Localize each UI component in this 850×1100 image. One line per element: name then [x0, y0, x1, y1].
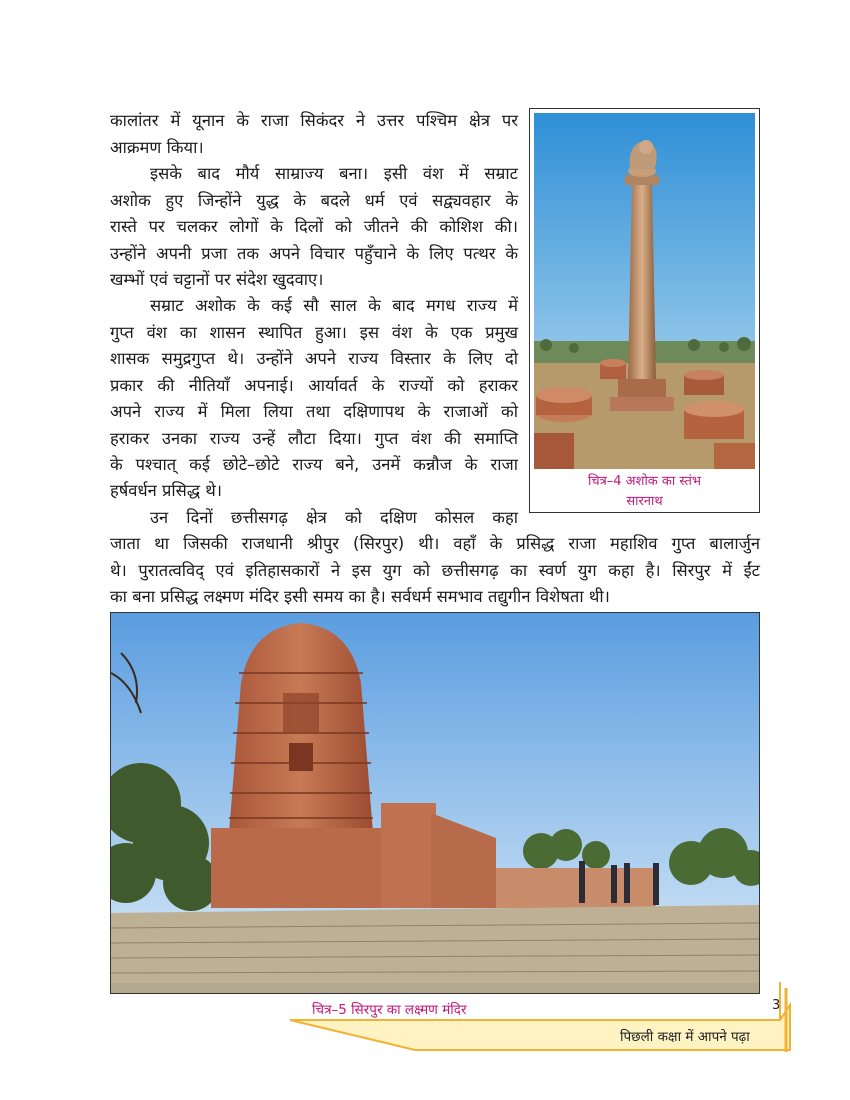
figure4-caption: चित्र–4 अशोक का स्तंभ	[587, 474, 702, 489]
text-line: सम्राट अशोक के कई सौ साल के बाद मगध राज्य में	[150, 296, 518, 315]
text-line: जाता था जिसकी राजधानी श्रीपुर (सिरपुर) थी। वहाँ के प्रसिद्ध राजा महाशिव गुप्त बालार्जुन	[110, 534, 760, 553]
text-line: का बना प्रसिद्ध लक्ष्मण मंदिर इसी समय का है। सर्वधर्म समभाव तद्युगीन विशेषता थी।	[110, 587, 610, 606]
page-number: 3	[772, 998, 781, 1013]
text-line: प्रकार की नीतियाँ अपनाई। आर्यावर्त के राज्यों को हराकर	[110, 376, 518, 395]
text-line: आक्रमण किया।	[110, 138, 204, 157]
text-line: उन दिनों छत्तीसगढ़ क्षेत्र को दक्षिण कोसल कहा	[150, 508, 518, 527]
text-line: कालांतर में यूनान के राजा सिकंदर ने उत्तर पश्चिम क्षेत्र पर	[110, 111, 518, 130]
text-line: खम्भों एवं चट्टानों पर संदेश खुदवाए।	[110, 270, 324, 289]
text-line: थे। पुरातत्वविद् एवं इतिहासकारों ने इस युग को छत्तीसगढ़ का स्वर्ण युग कहा है। सिरपुर में ईंट	[110, 561, 760, 580]
text-line: अपने राज्य में मिला लिया तथा दक्षिणापथ के राजाओं को	[110, 402, 518, 421]
text-line: उन्होंने अपनी प्रजा तक अपने विचार पहुँचाने के लिए पत्थर के	[110, 244, 518, 263]
text-line: रास्ते पर चलकर लोगों के दिलों को जीतने की कोशिश की।	[110, 217, 518, 236]
text-line: के पश्चात् कई छोटे–छोटे राज्य बने, उनमें कन्नौज के राजा	[110, 455, 518, 474]
text-line: हराकर उनका राज्य उन्हें लौटा दिया। गुप्त वंश की समाप्ति	[110, 429, 518, 448]
text-line: शासक समुद्रगुप्त थे। उन्होंने अपने राज्य विस्तार के लिए दो	[110, 349, 518, 368]
footer-section-title: पिछली कक्षा में आपने पढ़ा	[620, 1029, 750, 1045]
text-line: हर्षवर्धन प्रसिद्ध थे।	[110, 481, 223, 500]
figure5-caption: चित्र–5 सिरपुर का लक्ष्मण मंदिर	[312, 1002, 467, 1018]
text-line: अशोक हुए जिन्होंने युद्ध के बदले धर्म एवं सद्व्यवहार के	[110, 191, 518, 210]
figure4-caption-place: सारनाथ	[626, 494, 663, 509]
text-line: गुप्त वंश का शासन स्थापित हुआ। इस वंश के एक प्रमुख	[110, 323, 518, 342]
text-line: इसके बाद मौर्य साम्राज्य बना। इसी वंश में सम्राट	[150, 164, 518, 183]
